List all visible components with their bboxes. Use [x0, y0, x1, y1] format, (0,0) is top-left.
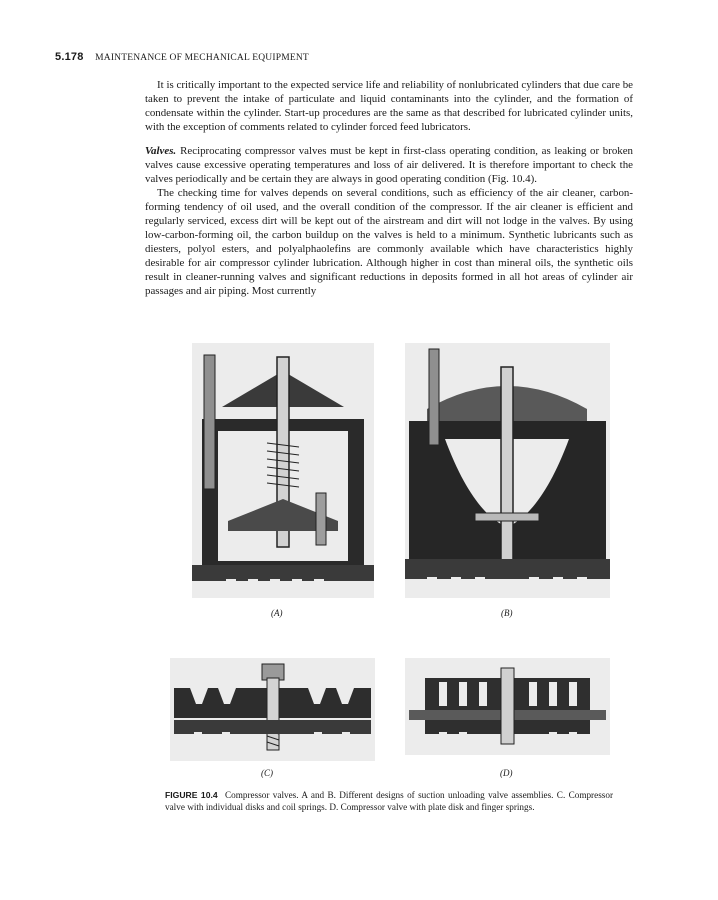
figure-panel-d-image: [405, 658, 610, 755]
figure-caption: [165, 789, 613, 813]
body-text: [145, 78, 633, 298]
panel-label-b: (B): [501, 608, 513, 618]
panel-label-c: (C): [261, 768, 273, 778]
figure-panel-c-image: [170, 658, 375, 761]
figure-panel-a-image: [192, 343, 374, 598]
figure-panel-b-image: [405, 343, 610, 598]
panel-label-d: (D): [500, 768, 513, 778]
paragraph-checking-time: The checking time for valves depends on several conditions, such as efficiency of the air cleaner, carbon-forming tendency of oil used, and the overall condition of the compressor. If the air cleaner is efficient and regularly serviced, excess dirt will be kept out of the airstream and dirt will not lodge in the valves. By using low-carbon-forming oil, the carbon buildup on the valves is held to a minimum. Synthetic lubricants such as diesters, polyol esters, and polyalphaolefins are commonly available which have characteristics highly desirable for air compressor cylinder lubrication. Although higher in cost than mineral oils, the synthetic oils result in cleaner-running valves and significant reductions in deposits formed in all hot areas of cylinder air passages and air piping. Most currently: [145, 187, 633, 297]
paragraph-nonlubricated: It is critically important to the expected service life and reliability of nonlubricated cylinders that due care be taken to prevent the intake of particulate and liquid contaminants into the cylinder, and the formation of condensate within the cylinder. Start-up procedures are the same as that described for lubricated cylinder units, with the exception of comments related to cylinder forced feed lubricators.: [145, 79, 633, 133]
panel-label-a: (A): [271, 608, 283, 618]
running-head: [55, 51, 309, 63]
figure-caption-text: Compressor valves. A and B. Different designs of suction unloading valve assemblies. C. Compressor valve with individual disks and coil springs. D. Compressor valve with plate disk and finger springs.: [165, 790, 613, 812]
valves-run-in-heading: Valves.: [145, 145, 177, 157]
valves-paragraph-text: Reciprocating compressor valves must be kept in first-class operating condition, as leaking or broken valves cause excessive operating temperatures and loss of air delivered. It is therefore important to check the valves periodically and be certain they are always in good operating condition (Fig. 10.4).: [145, 145, 633, 185]
paragraph-valves: [145, 144, 633, 186]
section-title: MAINTENANCE OF MECHANICAL EQUIPMENT: [95, 53, 309, 63]
figure-number: FIGURE 10.4: [165, 790, 218, 800]
page-number: 5.178: [55, 51, 84, 63]
